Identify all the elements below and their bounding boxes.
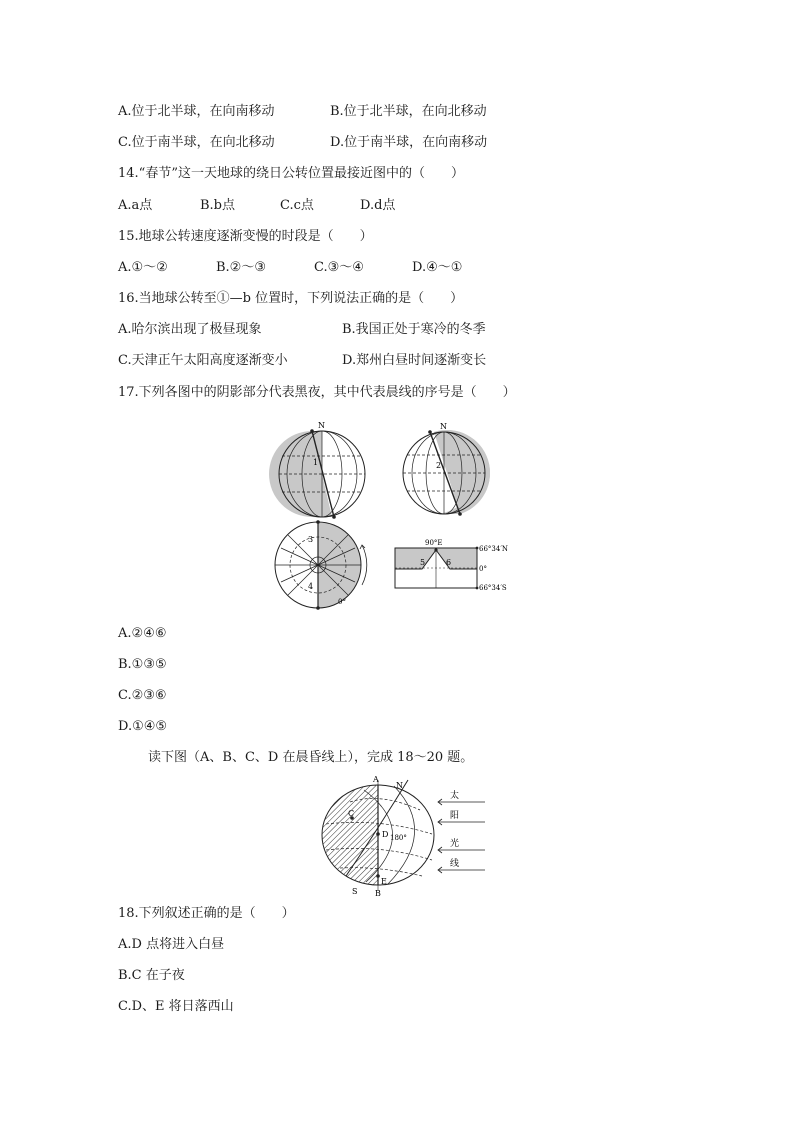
q18-globe (322, 775, 434, 898)
rect-map (395, 539, 508, 592)
sunlight-arrows (438, 789, 485, 873)
polar-number-3: 3 (308, 535, 314, 544)
q15-option-b: B.②～③ (216, 260, 266, 275)
sunlight-label-1: 太 (450, 791, 460, 801)
q18-label-180: 180° (390, 834, 407, 842)
q17-option-a: A.②④⑥ (118, 626, 167, 641)
q14-stem: 14.“春节”这一天地球的绕日公转位置最接近图中的（ ） (118, 166, 464, 181)
q16-option-a: A.哈尔滨出现了极昼现象 (118, 322, 262, 337)
globe-1-number: 1 (313, 458, 319, 467)
q17-option-d: D.①④⑤ (118, 719, 168, 734)
q15-option-d: D.④～① (412, 260, 463, 275)
q14-option-c: C.c点 (280, 198, 314, 213)
globe-2-north-label: N (440, 422, 447, 431)
q18-option-c: C.D、E 将日落西山 (118, 999, 234, 1014)
q18-label-d: D (382, 830, 389, 839)
globe-1-north-label: N (318, 421, 325, 430)
q16-option-d: D.郑州白昼时间逐渐变长 (342, 353, 487, 368)
q16-stem: 16.当地球公转至①—b 位置时，下列说法正确的是（ ） (118, 291, 464, 306)
rect-map-north-latitude-label: 66°34′N (479, 545, 509, 553)
q13-option-b: B.位于北半球，在向北移动 (330, 104, 487, 119)
rect-map-south-latitude-label: 66°34′S (479, 584, 507, 592)
polar-zero-degree-label: 0° (338, 598, 346, 606)
q16-option-c: C.天津正午太阳高度逐渐变小 (118, 353, 288, 368)
q18-option-b: B.C 在子夜 (118, 968, 185, 983)
q15-option-a: A.①～② (118, 260, 168, 275)
q13-option-c: C.位于南半球，在向北移动 (118, 135, 275, 150)
sunlight-label-2: 阳 (450, 811, 460, 821)
rect-map-longitude-label: 90°E (425, 539, 443, 547)
sunlight-label-3: 光 (450, 839, 460, 849)
sunlight-label-4: 线 (450, 859, 460, 869)
q16-option-b: B.我国正处于寒冷的冬季 (342, 322, 486, 337)
q13-option-a: A.位于北半球，在向南移动 (118, 104, 275, 119)
globe-1 (269, 421, 365, 519)
rect-map-number-6: 6 (446, 558, 452, 567)
q17-option-c: C.②③⑥ (118, 688, 167, 703)
q18-label-s: S (352, 887, 358, 896)
globe-2 (403, 422, 490, 516)
polar-number-4: 4 (308, 582, 314, 591)
q18-label-a: A (373, 775, 379, 784)
q18-option-a: A.D 点将进入白昼 (118, 937, 225, 952)
q14-option-a: A.a点 (118, 198, 153, 213)
q18-figure (310, 772, 500, 900)
q18-label-c: C (348, 809, 355, 818)
q18-label-n: N (396, 781, 403, 790)
rect-map-equator-label: 0° (479, 565, 487, 573)
globe-2-number: 2 (436, 461, 442, 470)
q18-label-b: B (375, 889, 381, 898)
q18-label-e: E (381, 877, 387, 886)
q17-option-b: B.①③⑤ (118, 657, 167, 672)
q17-stem: 17.下列各图中的阴影部分代表黑夜，其中代表晨线的序号是（ ） (118, 385, 516, 400)
polar-view (275, 520, 367, 610)
q13-option-d: D.位于南半球，在向南移动 (330, 135, 488, 150)
q15-option-c: C.③～④ (314, 260, 364, 275)
q14-option-d: D.d点 (360, 198, 396, 213)
q17-figure (270, 418, 540, 608)
q15-stem: 15.地球公转速度逐渐变慢的时段是（ ） (118, 229, 373, 244)
q18-stem: 18.下列叙述正确的是（ ） (118, 906, 295, 921)
q18-20-intro: 读下图（A、B、C、D 在晨昏线上），完成 18～20 题。 (148, 750, 474, 765)
rect-map-number-5: 5 (420, 558, 426, 567)
q14-option-b: B.b点 (200, 198, 236, 213)
